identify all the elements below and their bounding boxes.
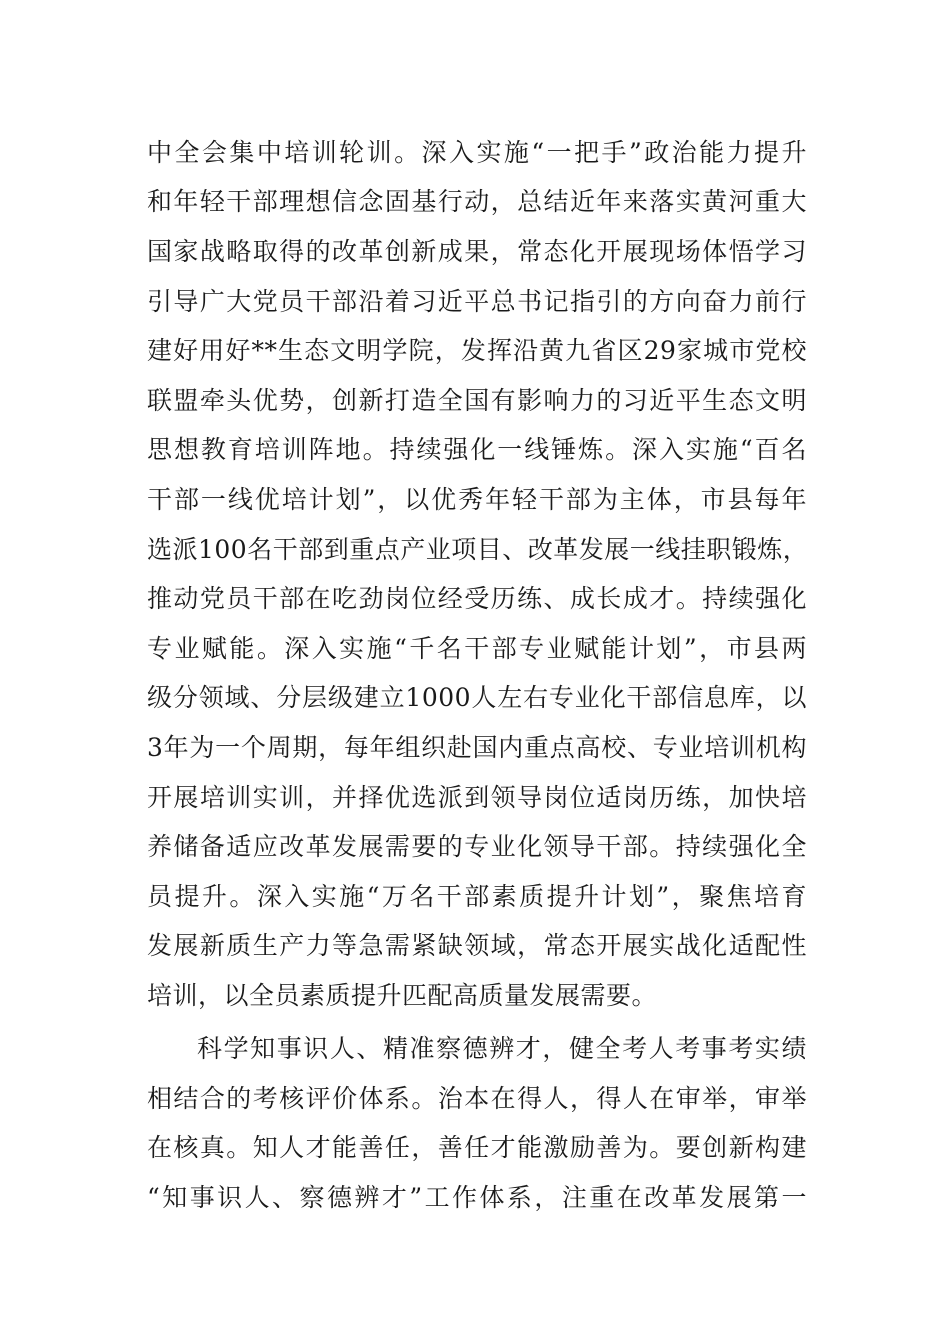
text-line-17: 发展新质生产力等急需紧缺领域，常态开展实战化适配性 bbox=[147, 931, 807, 960]
text-line-21: 在核真。知人才能善任，善任才能激励善为。要创新构建 bbox=[147, 1133, 807, 1162]
text-line-20: 相结合的考核评价体系。治本在得人，得人在审举，审举 bbox=[147, 1084, 807, 1113]
text-line-11: 专业赋能。深入实施“千名干部专业赋能计划”，市县两 bbox=[147, 634, 807, 663]
text-line-1: 中全会集中培训轮训。深入实施“一把手”政治能力提升 bbox=[147, 138, 807, 167]
text-line-2: 和年轻干部理想信念固基行动，总结近年来落实黄河重大 bbox=[147, 187, 807, 216]
text-line-16: 员提升。深入实施“万名干部素质提升计划”，聚焦培育 bbox=[147, 882, 807, 911]
text-line-12: 级分领域、分层级建立1000人左右专业化干部信息库，以 bbox=[147, 683, 807, 712]
text-line-18: 培训，以全员素质提升匹配高质量发展需要。 bbox=[147, 981, 658, 1010]
text-line-13: 3年为一个周期，每年组织赴国内重点高校、专业培训机构 bbox=[147, 733, 807, 762]
text-line-22: “知事识人、察德辨才”工作体系，注重在改革发展第一 bbox=[147, 1183, 807, 1212]
text-line-10: 推动党员干部在吃劲岗位经受历练、成长成才。持续强化 bbox=[147, 584, 807, 613]
text-line-9: 选派100名干部到重点产业项目、改革发展一线挂职锻炼， bbox=[147, 535, 809, 564]
text-line-15: 养储备适应改革发展需要的专业化领导干部。持续强化全 bbox=[147, 832, 807, 861]
text-line-7: 思想教育培训阵地。持续强化一线锤炼。深入实施“百名 bbox=[147, 435, 807, 464]
text-line-19: 科学知事识人、精准察德辨才，健全考人考事考实绩 bbox=[197, 1034, 807, 1063]
text-line-6: 联盟牵头优势，创新打造全国有影响力的习近平生态文明 bbox=[147, 386, 807, 415]
text-line-4: 引导广大党员干部沿着习近平总书记指引的方向奋力前行 bbox=[147, 287, 807, 316]
text-line-3: 国家战略取得的改革创新成果，常态化开展现场体悟学习 bbox=[147, 237, 807, 266]
text-line-14: 开展培训实训，并择优选派到领导岗位适岗历练，加快培 bbox=[147, 783, 807, 812]
text-line-8: 干部一线优培计划”，以优秀年轻干部为主体，市县每年 bbox=[147, 485, 807, 514]
text-line-5: 建好用好**生态文明学院，发挥沿黄九省区29家城市党校 bbox=[147, 336, 807, 365]
